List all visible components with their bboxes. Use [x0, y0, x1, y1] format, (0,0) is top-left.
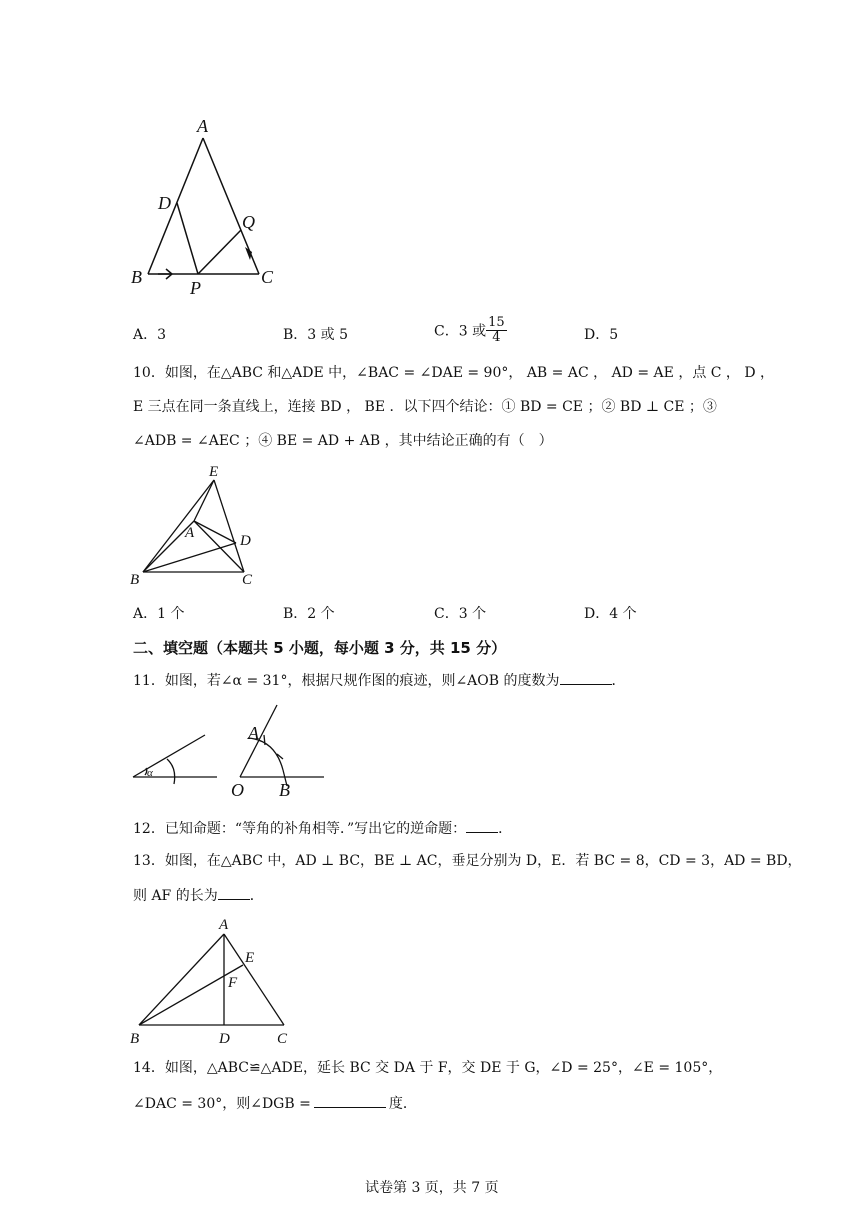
q13-label-e: E — [245, 950, 255, 966]
q9-label-p: P — [190, 278, 201, 298]
q10-line2: E 三点在同一条直线上，连接 BD ， BE ．以下四个结论：① BD = CE ；② BD ⊥ CE ；③ — [133, 399, 717, 415]
q10-label-d: D — [240, 533, 251, 549]
q11-label-alpha: α — [147, 767, 153, 779]
q9-label-q: Q — [242, 212, 255, 232]
q10-label-c: C — [242, 572, 253, 588]
q9-label-c: C — [261, 267, 274, 287]
q10-line3: ∠ADB = ∠AEC ；④ BE = AD + AB ，其中结论正确的有（ ） — [133, 433, 553, 449]
q9-option-a: A．3 — [133, 327, 167, 343]
q12-text — [133, 818, 512, 839]
q10-line1: 10．如图，在△ABC 和△ADE 中，∠BAC = ∠DAE = 90°， AB = AC ， AD = AE ，点 C ， D ， — [133, 365, 775, 381]
q9-label-a: A — [197, 116, 208, 136]
q11-text-before: 11．如图，若∠α = 31°，根据尺规作图的痕迹，则∠AOB 的度数为 — [133, 673, 560, 689]
q14-line2 — [133, 1093, 417, 1114]
q10-figure — [120, 460, 270, 590]
q9-option-c-prefix: C．3 或 — [434, 323, 487, 340]
q10-label-e: E — [209, 464, 219, 480]
q13-answer-blank[interactable] — [218, 885, 250, 900]
q10-option-d: D．4 个 — [584, 606, 637, 622]
q11-label-o: O — [231, 780, 244, 800]
q9-option-d: D．5 — [584, 327, 619, 343]
q9-label-b: B — [131, 267, 142, 287]
q12-text-before: 12．已知命题：“等角的补角相等．”写出它的逆命题： — [133, 821, 467, 837]
q14-line2-after: 度． — [388, 1096, 417, 1112]
q10-option-b: B．2 个 — [283, 606, 335, 622]
q10-option-c: C．3 个 — [434, 606, 487, 622]
q14-line2-before: ∠DAC = 30°，则∠DGB = — [133, 1096, 311, 1112]
q9-figure — [120, 110, 300, 300]
q9-fraction-den: 4 — [492, 330, 501, 345]
q9-fraction-num: 15 — [488, 315, 505, 330]
page-footer: 试卷第 3 页，共 7 页 — [365, 1180, 499, 1196]
q11-label-a: A — [248, 723, 259, 743]
q13-line1: 13．如图，在△ABC 中，AD ⊥ BC，BE ⊥ AC，垂足分别为 D，E．若 BC = 8，CD = 3，AD = BD， — [133, 853, 802, 869]
arrow-right-icon — [158, 269, 172, 279]
q13-figure — [125, 910, 300, 1050]
q10-option-a: A．1 个 — [133, 606, 185, 622]
q13-label-a: A — [219, 917, 229, 933]
q13-label-b: B — [130, 1031, 140, 1047]
q9-option-c — [434, 316, 507, 345]
q13-label-c: C — [277, 1031, 288, 1047]
q11-label-b: B — [279, 780, 290, 800]
q9-option-c-fraction — [486, 316, 507, 345]
q13-line2-after: ． — [249, 888, 264, 904]
q13-label-d: D — [219, 1031, 230, 1047]
q11-figure — [125, 700, 335, 805]
q10-label-b: B — [130, 572, 140, 588]
q13-line2-before: 则 AF 的长为 — [133, 888, 218, 904]
q9-label-d: D — [158, 193, 171, 213]
q12-answer-blank[interactable] — [466, 818, 498, 833]
q12-text-after: ． — [498, 821, 513, 837]
q14-answer-blank[interactable] — [314, 1093, 386, 1108]
q11-text-after: ． — [611, 673, 626, 689]
q14-line1: 14．如图，△ABC≌△ADE，延长 BC 交 DA 于 F，交 DE 于 G，∠D = 25°，∠E = 105°， — [133, 1060, 723, 1076]
q10-label-a: A — [185, 525, 195, 541]
q13-label-f: F — [228, 975, 238, 991]
q11-text — [133, 670, 626, 691]
q13-line2 — [133, 885, 264, 906]
q11-answer-blank[interactable] — [560, 670, 612, 685]
section-heading: 二、填空题（本题共 5 小题，每小题 3 分，共 15 分） — [133, 639, 507, 657]
q9-option-b: B．3 或 5 — [283, 327, 349, 343]
